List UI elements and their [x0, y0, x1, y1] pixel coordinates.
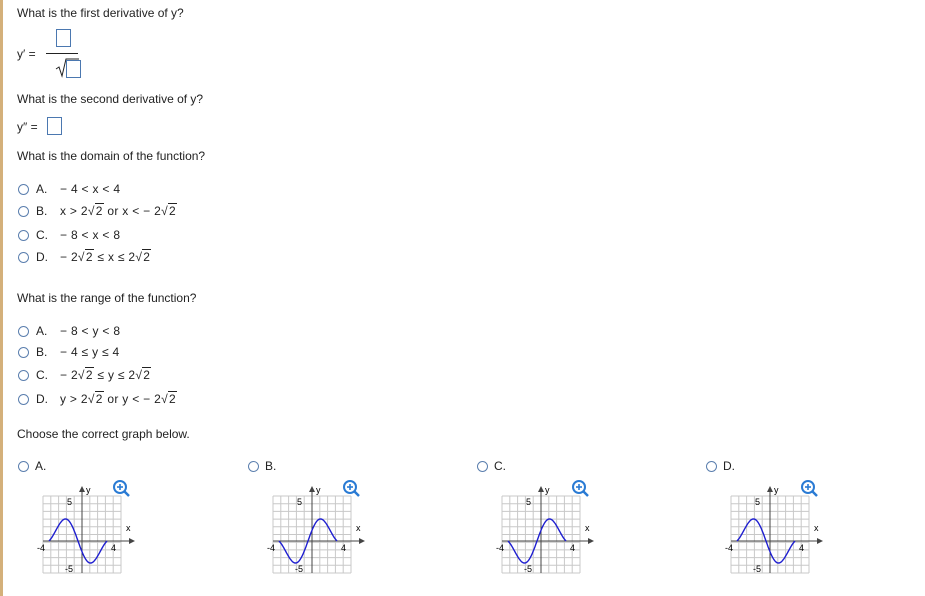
radicand: 2 — [95, 392, 103, 406]
y-tick-bottom: -5 — [65, 564, 74, 574]
option-expression — [60, 368, 151, 382]
sqrt-icon: √ — [87, 204, 95, 218]
y-tick-top: 5 — [526, 497, 532, 507]
sqrt-icon: √ — [161, 392, 168, 406]
radio-button[interactable] — [18, 230, 29, 241]
option-expression — [60, 204, 177, 218]
radio-button[interactable] — [477, 461, 488, 472]
question-range: What is the range of the function? — [17, 291, 197, 305]
radicand: 2 — [85, 368, 93, 382]
sqrt — [161, 204, 177, 218]
radio-button[interactable] — [18, 252, 29, 263]
radio-button[interactable] — [18, 347, 29, 358]
sqrt-icon: √ — [135, 368, 143, 382]
radicand: 2 — [85, 250, 93, 264]
option-expression: − 4 < x < 4 — [60, 182, 121, 196]
domain-option-b[interactable] — [18, 202, 177, 220]
expr-part: or x < − 2 — [103, 204, 162, 218]
radio-button[interactable] — [18, 184, 29, 195]
radio-button[interactable] — [706, 461, 717, 472]
x-tick-right: 4 — [111, 543, 117, 553]
sqrt-icon: √ — [77, 368, 85, 382]
range-option-d[interactable] — [18, 390, 177, 408]
question-second-derivative: What is the second derivative of y? — [17, 92, 204, 106]
x-tick-left: -4 — [725, 543, 734, 553]
sqrt — [88, 392, 104, 406]
radicand: 2 — [168, 392, 176, 406]
x-tick-right: 4 — [570, 543, 576, 553]
option-letter: C. — [36, 368, 48, 382]
first-derivative-label: y′ = — [17, 47, 36, 61]
graph-option-b[interactable] — [248, 459, 276, 473]
answer-box[interactable] — [47, 117, 62, 135]
y-tick-bottom: -5 — [295, 564, 304, 574]
expr-part: or y < − 2 — [103, 392, 162, 406]
option-letter: A. — [35, 459, 47, 473]
answer-box[interactable] — [66, 60, 81, 78]
domain-option-c[interactable] — [18, 226, 120, 244]
radio-button[interactable] — [18, 394, 29, 405]
function-graph — [37, 478, 149, 578]
y-tick-top: 5 — [297, 497, 303, 507]
range-option-a[interactable] — [18, 322, 120, 340]
expr-part: − 2 — [60, 368, 78, 382]
domain-option-d[interactable] — [18, 248, 151, 266]
option-expression: − 8 < x < 8 — [60, 228, 121, 242]
sqrt — [88, 204, 104, 218]
y-axis-label: y — [86, 485, 91, 495]
answer-box[interactable] — [56, 29, 71, 47]
x-tick-right: 4 — [799, 543, 805, 553]
y-axis-label: y — [545, 485, 550, 495]
option-letter: B. — [36, 204, 48, 218]
sqrt-icon: √ — [161, 204, 168, 218]
expr-part: x > 2 — [60, 204, 88, 218]
radicand: 2 — [143, 368, 151, 382]
y-tick-bottom: -5 — [753, 564, 762, 574]
function-graph — [496, 478, 608, 578]
question-domain: What is the domain of the function? — [17, 149, 206, 163]
radio-button[interactable] — [248, 461, 259, 472]
left-border — [0, 0, 3, 596]
function-graph — [725, 478, 837, 578]
second-derivative-answer-box[interactable] — [47, 117, 62, 135]
x-tick-left: -4 — [267, 543, 276, 553]
option-letter: A. — [36, 182, 48, 196]
option-letter: D. — [723, 459, 735, 473]
x-tick-left: -4 — [37, 543, 46, 553]
sqrt — [135, 250, 151, 264]
radio-button[interactable] — [18, 326, 29, 337]
option-expression — [60, 392, 177, 406]
radio-button[interactable] — [18, 461, 29, 472]
sqrt — [135, 368, 151, 382]
numerator-answer-box[interactable] — [56, 29, 71, 47]
radicand: 2 — [168, 204, 176, 218]
option-expression: − 8 < y < 8 — [60, 324, 121, 338]
expr-part: − 2 — [60, 250, 78, 264]
graph-option-c[interactable] — [477, 459, 506, 473]
sqrt-icon: √ — [87, 392, 95, 406]
range-option-c[interactable] — [18, 366, 151, 384]
option-letter: D. — [36, 250, 48, 264]
x-tick-right: 4 — [341, 543, 347, 553]
domain-option-a[interactable] — [18, 180, 120, 198]
option-letter: B. — [36, 345, 48, 359]
range-option-b[interactable] — [18, 343, 120, 361]
radio-button[interactable] — [18, 206, 29, 217]
option-letter: C. — [494, 459, 506, 473]
fraction-bar — [46, 53, 78, 54]
x-tick-left: -4 — [496, 543, 505, 553]
option-expression — [60, 250, 151, 264]
x-axis-label: x — [356, 523, 361, 533]
expr-part: y > 2 — [60, 392, 88, 406]
sqrt-icon: √ — [77, 250, 85, 264]
y-tick-bottom: -5 — [524, 564, 533, 574]
option-expression: − 4 ≤ y ≤ 4 — [60, 345, 120, 359]
graph-option-d[interactable] — [706, 459, 735, 473]
sqrt — [161, 392, 177, 406]
option-letter: A. — [36, 324, 48, 338]
y-tick-top: 5 — [755, 497, 761, 507]
radio-button[interactable] — [18, 370, 29, 381]
expr-part: ≤ y ≤ 2 — [93, 368, 136, 382]
sqrt-icon: √ — [135, 250, 143, 264]
x-axis-label: x — [814, 523, 819, 533]
y-axis-label: y — [316, 485, 321, 495]
x-axis-label: x — [126, 523, 131, 533]
radicand: 2 — [95, 204, 103, 218]
graph-option-a[interactable] — [18, 459, 46, 473]
second-derivative-label: y″ = — [17, 120, 38, 134]
sqrt — [78, 250, 94, 264]
y-axis-label: y — [774, 485, 779, 495]
radicand: 2 — [143, 250, 151, 264]
function-graph — [267, 478, 379, 578]
denominator-answer-box[interactable] — [66, 60, 81, 78]
x-axis-label: x — [585, 523, 590, 533]
question-choose-graph: Choose the correct graph below. — [17, 427, 190, 441]
option-letter: D. — [36, 392, 48, 406]
option-letter: C. — [36, 228, 48, 242]
expr-part: ≤ x ≤ 2 — [93, 250, 136, 264]
y-tick-top: 5 — [67, 497, 73, 507]
sqrt — [78, 368, 94, 382]
question-first-derivative: What is the first derivative of y? — [17, 6, 184, 20]
option-letter: B. — [265, 459, 277, 473]
